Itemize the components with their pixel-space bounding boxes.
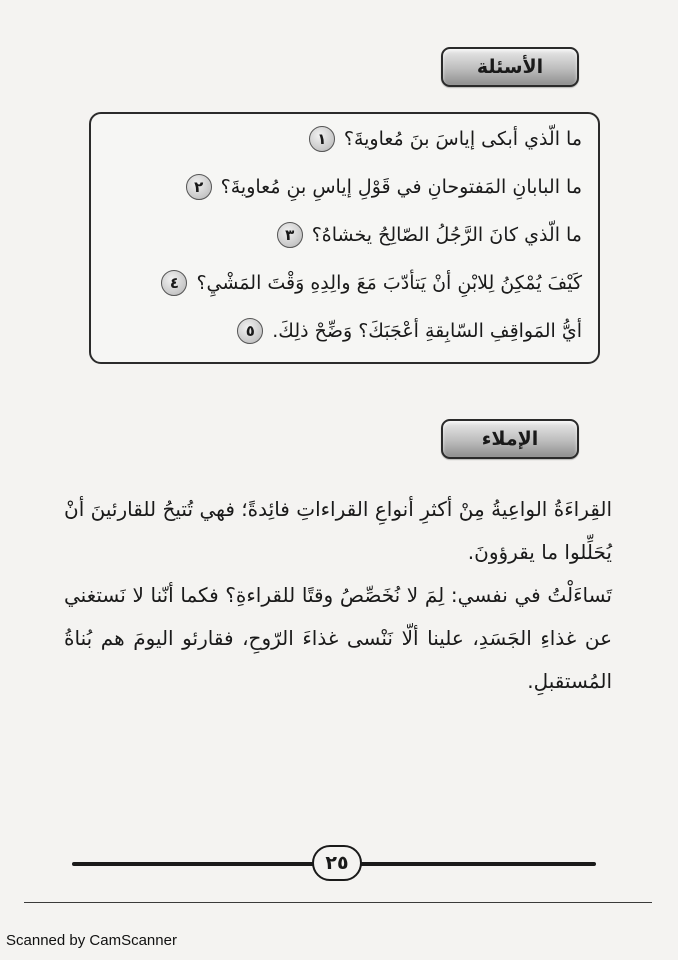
question-text: ما البابانِ المَفتوحانِ في قَوْلِ إياسِ بنِ مُعاويةَ؟ (220, 176, 582, 198)
question-text: ما الّذي أبكى إياسَ بنَ مُعاويةَ؟ (343, 128, 582, 150)
question-number-badge: ٢ (186, 174, 212, 200)
question-number-badge: ٤ (161, 270, 187, 296)
scan-edge-line (24, 902, 652, 903)
dictation-paragraph-2: تَساءَلْتُ في نفسي: لِمَ لا نُخَصِّصُ وقتًا للقراءةِ؟ فكما أنّنا لا نَستغني عن غذاءِ الجَسَدِ، علينا ألّا نَنْسى غذاءَ الرّوحِ، فقارئو اليومَ هم بُناةُ المُستقبلِ. (64, 583, 612, 693)
question-item (309, 126, 582, 152)
question-text: كَيْفَ يُمْكِنُ لِلابْنِ أنْ يَتأدّبَ مَعَ والِدِهِ وَقْتَ المَشْيِ؟ (196, 272, 582, 294)
questions-box (89, 112, 600, 364)
question-item (277, 222, 582, 248)
question-item (237, 318, 582, 344)
page-number: ٢٥ (325, 852, 349, 874)
question-text: ما الّذي كانَ الرَّجُلُ الصّالِحُ يخشاهُ؟ (311, 224, 582, 246)
questions-heading (441, 47, 579, 87)
question-text: أيُّ المَواقِفِ السّابِقةِ أعْجَبَكَ؟ وَضِّحْ ذلِكَ. (272, 320, 582, 342)
dictation-heading (441, 419, 579, 459)
scanner-watermark: Scanned by CamScanner (6, 932, 177, 949)
question-number-badge: ٥ (237, 318, 263, 344)
question-number-badge: ١ (309, 126, 335, 152)
questions-heading-label: الأسئلة (476, 56, 544, 78)
question-item (161, 270, 582, 296)
question-item (186, 174, 582, 200)
dictation-heading-label: الإملاء (481, 428, 539, 450)
question-number-badge: ٣ (277, 222, 303, 248)
dictation-paragraph-1: القِراءَةُ الواعِيةُ مِنْ أكثرِ أنواعِ القراءاتِ فائِدةً؛ فهي تُتيحُ للقارئينَ أنْ يُحَلِّلوا ما يقرؤونَ. (64, 497, 612, 564)
page-number-badge (312, 845, 362, 881)
